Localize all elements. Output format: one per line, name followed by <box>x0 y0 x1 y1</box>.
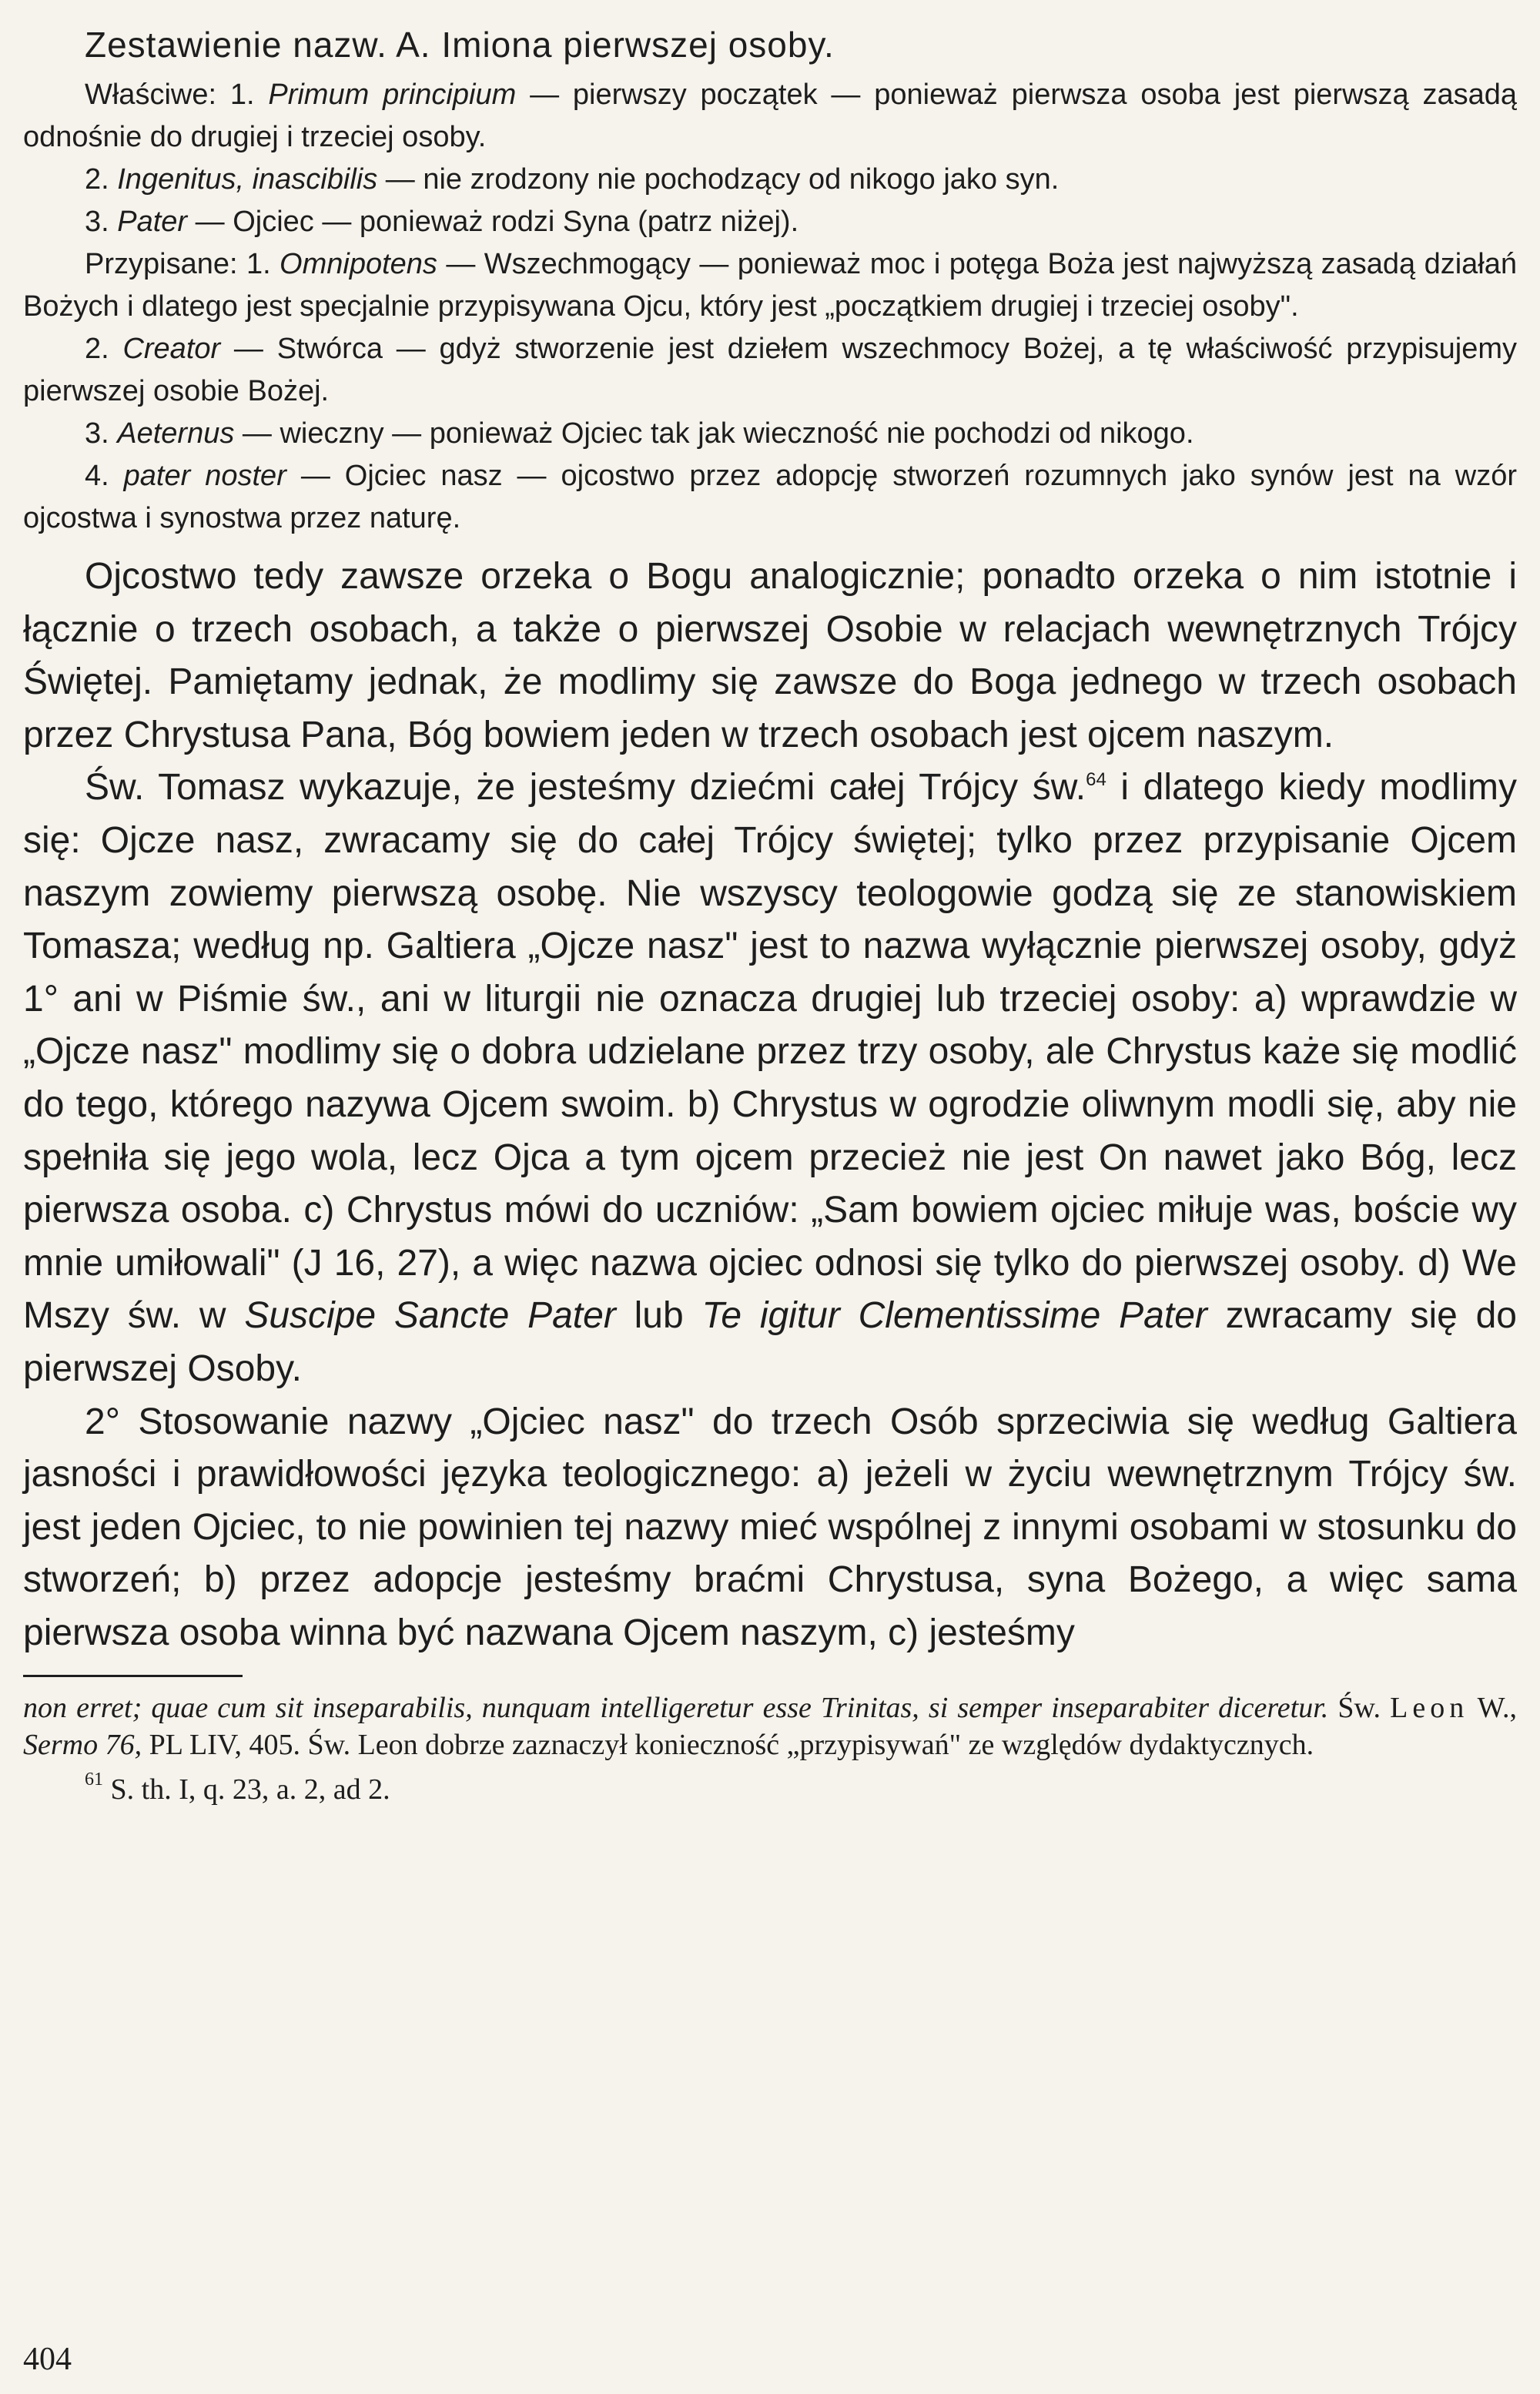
footnote-61: $^{61}$ S. th. I, q. 23, a. 2, ad 2. <box>85 1770 390 1806</box>
footnote-continuation: non erret; quae cum sit inseparabilis, nunquam intelligeretur esse Trinitas, si semper inseparabiter diceretur. Św. Leon W., Sermo 76, PL LIV, 405. Św. Leon dobrze zaznaczył konieczność „przypisywań" ze względów dydaktycznych. <box>23 1692 1517 1762</box>
latin-prayer-title: Suscipe Sancte Pater <box>244 1295 616 1337</box>
book-page <box>23 23 1517 1808</box>
latin-term: Pater <box>117 206 188 238</box>
footnote-number: 61 <box>85 1770 103 1790</box>
latin-term: Creator <box>122 333 221 365</box>
appropriated-name-3: 3. Aeternus — wieczny — ponieważ Ojciec tak jak wieczność nie pochodzi od nikogo. <box>85 417 1194 450</box>
proper-name-2: 2. Ingenitus, inascibilis — nie zrodzony nie pochodzący od nikogo jako syn. <box>85 163 1060 196</box>
appropriated-name-2: 2. Creator — Stwórca — gdyż stworzenie jest dziełem wszechmocy Bożej, a tę właściwość przypisujemy pierwszej osobie Bożej. <box>23 333 1517 407</box>
latin-term: Primum principium <box>268 79 517 111</box>
author-name: Leon <box>1390 1692 1469 1725</box>
footnote-divider <box>23 1675 243 1677</box>
proper-name-3: 3. Pater — Ojciec — ponieważ rodzi Syna (patrz niżej). <box>85 206 799 238</box>
appropriated-name-1: Przypisane: 1. Omnipotens — Wszechmogący — ponieważ moc i potęga Boża jest najwyższą zasadą działań Bożych i dlatego jest specjalnie przypisywana Ojcu, który jest „początkiem drugiej i trzeciej osoby". <box>23 248 1517 323</box>
latin-term: Aeternus <box>117 417 235 450</box>
paragraph-thomas: Św. Tomasz wykazuje, że jesteśmy dziećmi całej Trójcy św.$^{64}$ i dlatego kiedy modlimy się: Ojcze nasz, zwracamy się do całej Trójcy świętej; tylko przez przypisanie Ojcem naszym zowiemy pierwszą osobę. Nie wszyscy teologowie godzą się ze stanowiskiem Tomasza; według np. Galtiera „Ojcze nasz" jest to nazwa wyłącznie pierwszej osoby, gdyż 1° ani w Piśmie św., ani w liturgii nie oznacza drugiej lub trzeciej osoby: a) wprawdzie w „Ojcze nasz" modlimy się o dobra udzielane przez trzy osoby, ale Chrystus każe się modlić do tego, którego nazywa Ojcem swoim. b) Chrystus w ogrodzie oliwnym modli się, aby nie spełniła się jego wola, lecz Ojca a tym ojcem przecież nie jest On nawet jako Bóg, lecz pierwsza osoba. c) Chrystus mówi do uczniów: „Sam bowiem ojciec miłuje was, boście wy mnie umiłowali" (J 16, 27), a więc nazwa ojciec odnosi się tylko do pierwszej osoby. d) We Mszy św. w Suscipe Sancte Pater lub Te igitur Clementissime Pater zwracamy się do pierwszej Osoby. <box>23 767 1518 1389</box>
work-title: Sermo 76, <box>23 1729 142 1762</box>
proper-name-1: Właściwe: 1. Primum principium — pierwszy początek — ponieważ pierwsza osoba jest pierwszą zasadą odnośnie do drugiej i trzeciej osoby. <box>23 79 1517 153</box>
appropriated-name-4: 4. pater noster — Ojciec nasz — ojcostwo przez adopcję stworzeń rozumnych jako synów jest na wzór ojcostwa i synostwa przez naturę. <box>23 460 1517 534</box>
latin-term: Ingenitus, inascibilis <box>117 163 378 196</box>
paragraph-fatherhood: Ojcostwo tedy zawsze orzeka o Bogu analogicznie; ponadto orzeka o nim istotnie i łącznie o trzech osobach, a także o pierwszej Osobie w relacjach wewnętrznych Trójcy Świętej. Pamiętamy jednak, że modlimy się zawsze do Boga jednego w trzech osobach przez Chrystusa Pana, Bóg bowiem jeden w trzech osobach jest ojcem naszym. <box>23 556 1517 755</box>
footnote-reference: 64 <box>1086 769 1106 791</box>
latin-term: pater noster <box>123 460 286 492</box>
section-heading: Zestawienie nazw. A. Imiona pierwszej osoby. <box>85 25 835 65</box>
page-number: 404 <box>23 2342 72 2377</box>
latin-term: Omnipotens <box>280 248 437 280</box>
paragraph-galtier: 2° Stosowanie nazwy „Ojciec nasz" do trzech Osób sprzeciwia się według Galtiera jasności i prawidłowości języka teologicznego: a) jeżeli w życiu wewnętrznym Trójcy św. jest jeden Ojciec, to nie powinien tej nazwy mieć wspólnej z innymi osobami w stosunku do stworzeń; b) przez adopcje jesteśmy braćmi Chrystusa, syna Bożego, a więc sama pierwsza osoba winna być nazwana Ojcem naszym, c) jesteśmy <box>23 1401 1517 1653</box>
latin-prayer-title: Te igitur Clementissime Pater <box>701 1295 1207 1337</box>
